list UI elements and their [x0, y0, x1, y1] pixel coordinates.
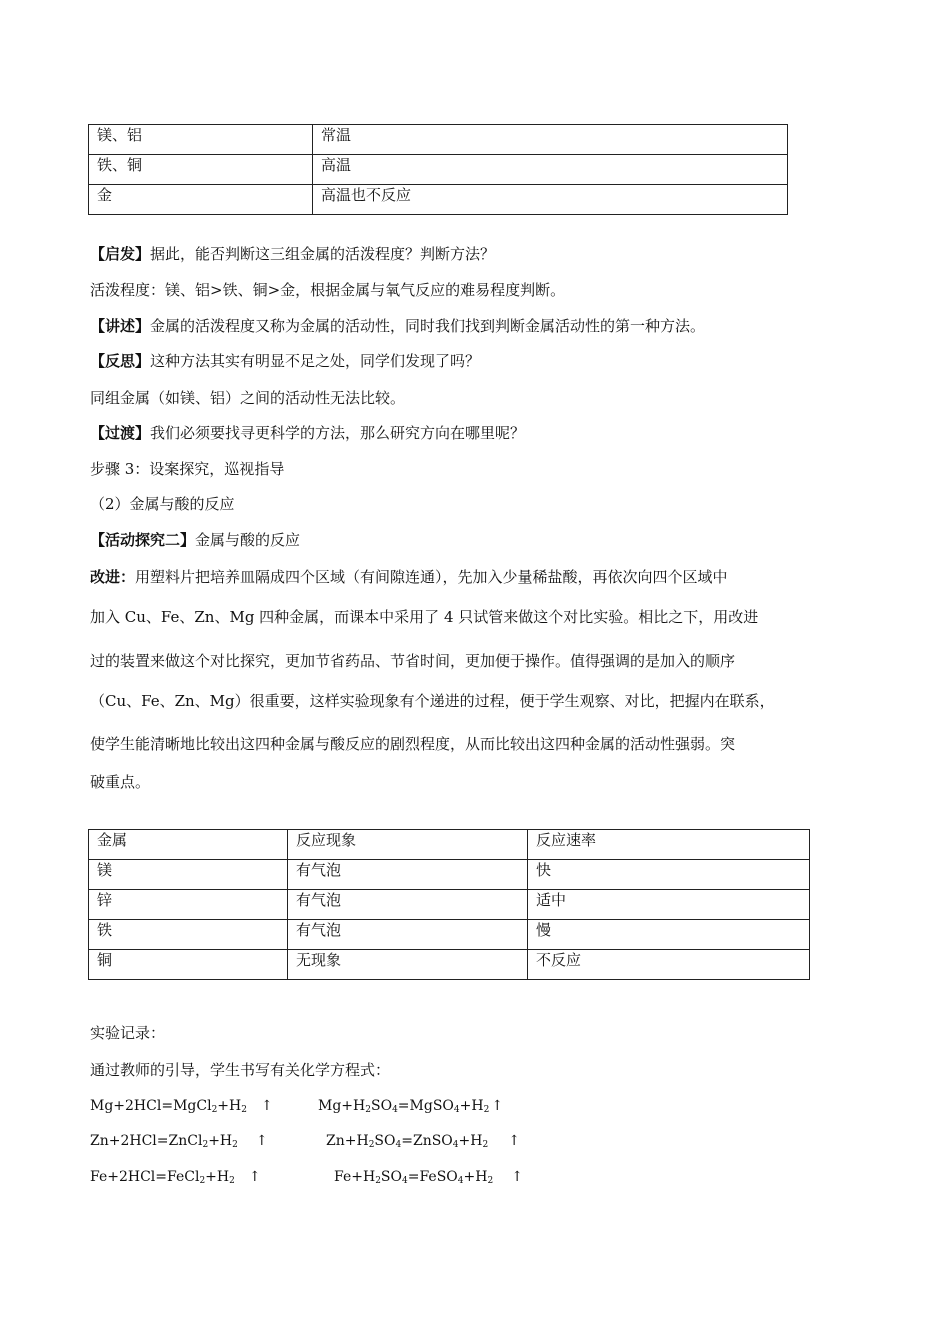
improvement-line: 过的装置来做这个对比探究，更加节省药品、节省时间，更加便于操作。值得强调的是加入的顺序 — [90, 652, 736, 670]
table-cell: 适中 — [528, 890, 810, 920]
table-cell: 不反应 — [528, 950, 810, 980]
section-tag: 改进： — [90, 568, 136, 586]
equation-zn-hcl: $Zn+2HCl=ZnCl_2+H_2$ ↑ — [90, 1133, 268, 1150]
paragraph-activity-order: 活泼程度：镁、铝>铁、铜>金，根据金属与氧气反应的难易程度判断。 — [90, 281, 566, 299]
equation-mg-h2so4: $Mg+H_2SO_4=MgSO_4+H_2$ ↑ — [318, 1098, 504, 1115]
paragraph-activity-two — [90, 530, 300, 550]
table-cell: 常温 — [313, 125, 788, 155]
table-row — [89, 890, 810, 920]
table-row — [89, 920, 810, 950]
table-row — [89, 950, 810, 980]
gas-arrow-icon: ↑ — [491, 1098, 504, 1114]
oxygen-reaction-table — [88, 124, 788, 215]
table-row — [89, 185, 788, 215]
improvement-line: 使学生能清晰地比较出这四种金属与酸反应的剧烈程度，从而比较出这四种金属的活动性强弱。突 — [90, 735, 736, 753]
table-cell: 高温也不反应 — [313, 185, 788, 215]
table-cell: 锌 — [89, 890, 288, 920]
table-cell: 金 — [89, 185, 313, 215]
table-header-row — [89, 830, 810, 860]
paragraph-text: 用塑料片把培养皿隔成四个区域（有间隙连通），先加入少量稀盐酸，再依次向四个区域中 — [135, 568, 728, 586]
gas-arrow-icon: ↑ — [248, 1169, 261, 1185]
table-cell: 镁 — [89, 860, 288, 890]
gas-arrow-icon: ↑ — [508, 1133, 520, 1149]
paragraph-text: 据此，能否判断这三组金属的活泼程度？判断方法？ — [150, 245, 496, 263]
table-cell: 铜 — [89, 950, 288, 980]
section-tag: 【活动探究二】 — [90, 531, 196, 549]
table-cell: 有气泡 — [288, 890, 528, 920]
section-tag: 【反思】 — [90, 352, 151, 370]
table-cell: 镁、铝 — [89, 125, 313, 155]
column-header: 反应现象 — [288, 830, 528, 860]
table-cell: 慢 — [528, 920, 810, 950]
table-cell: 有气泡 — [288, 860, 528, 890]
improvement-line: 破重点。 — [90, 773, 151, 791]
paragraph-subsection: （2）金属与酸的反应 — [90, 495, 235, 513]
table-cell: 铁、铜 — [89, 155, 313, 185]
equation-mg-hcl: $Mg+2HCl=MgCl_2+H_2$ ↑ — [90, 1098, 273, 1115]
acid-reaction-table — [88, 829, 810, 980]
gas-arrow-icon: ↑ — [255, 1133, 268, 1149]
paragraph-transition — [90, 423, 525, 443]
table-cell: 高温 — [313, 155, 788, 185]
paragraph-same-group: 同组金属（如镁、铝）之间的活动性无法比较。 — [90, 389, 406, 407]
paragraph-step3: 步骤 3：设案探究，巡视指导 — [90, 460, 285, 478]
table-row — [89, 155, 788, 185]
section-tag: 【讲述】 — [90, 317, 151, 335]
paragraph-text: 这种方法其实有明显不足之处，同学们发现了吗？ — [150, 352, 481, 370]
table-cell: 无现象 — [288, 950, 528, 980]
equation-fe-h2so4: $Fe+H_2SO_4=FeSO_4+H_2$ ↑ — [334, 1169, 523, 1186]
gas-arrow-icon: ↑ — [511, 1169, 523, 1185]
column-header: 反应速率 — [528, 830, 810, 860]
paragraph-reflection — [90, 351, 480, 371]
column-header: 金属 — [89, 830, 288, 860]
experiment-record-label: 实验记录： — [90, 1024, 166, 1042]
equation-zn-h2so4: $Zn+H_2SO_4=ZnSO_4+H_2$ ↑ — [326, 1133, 520, 1150]
gas-arrow-icon: ↑ — [260, 1098, 273, 1114]
table-cell: 铁 — [89, 920, 288, 950]
table-cell: 快 — [528, 860, 810, 890]
table-cell: 有气泡 — [288, 920, 528, 950]
paragraph-lecture — [90, 316, 705, 336]
paragraph-text: 金属与酸的反应 — [195, 531, 301, 549]
paragraph-text: 金属的活泼程度又称为金属的活动性，同时我们找到判断金属活动性的第一种方法。 — [150, 317, 706, 335]
improvement-line: 加入 Cu、Fe、Zn、Mg 四种金属，而课本中采用了 4 只试管来做这个对比实验。相比之下，用改进 — [90, 608, 759, 626]
improvement-line: （Cu、Fe、Zn、Mg）很重要，这样实验现象有个递进的过程，便于学生观察、对比，把握内在联系， — [90, 692, 775, 710]
paragraph-inspiration — [90, 244, 495, 264]
section-tag: 【启发】 — [90, 245, 151, 263]
equation-fe-hcl: $Fe+2HCl=FeCl_2+H_2$ ↑ — [90, 1169, 261, 1186]
improvement-line — [90, 567, 728, 587]
table-row — [89, 860, 810, 890]
section-tag: 【过渡】 — [90, 424, 151, 442]
table-row — [89, 125, 788, 155]
paragraph-text: 我们必须要找寻更科学的方法，那么研究方向在哪里呢？ — [150, 424, 526, 442]
equation-intro: 通过教师的引导，学生书写有关化学方程式： — [90, 1061, 391, 1079]
